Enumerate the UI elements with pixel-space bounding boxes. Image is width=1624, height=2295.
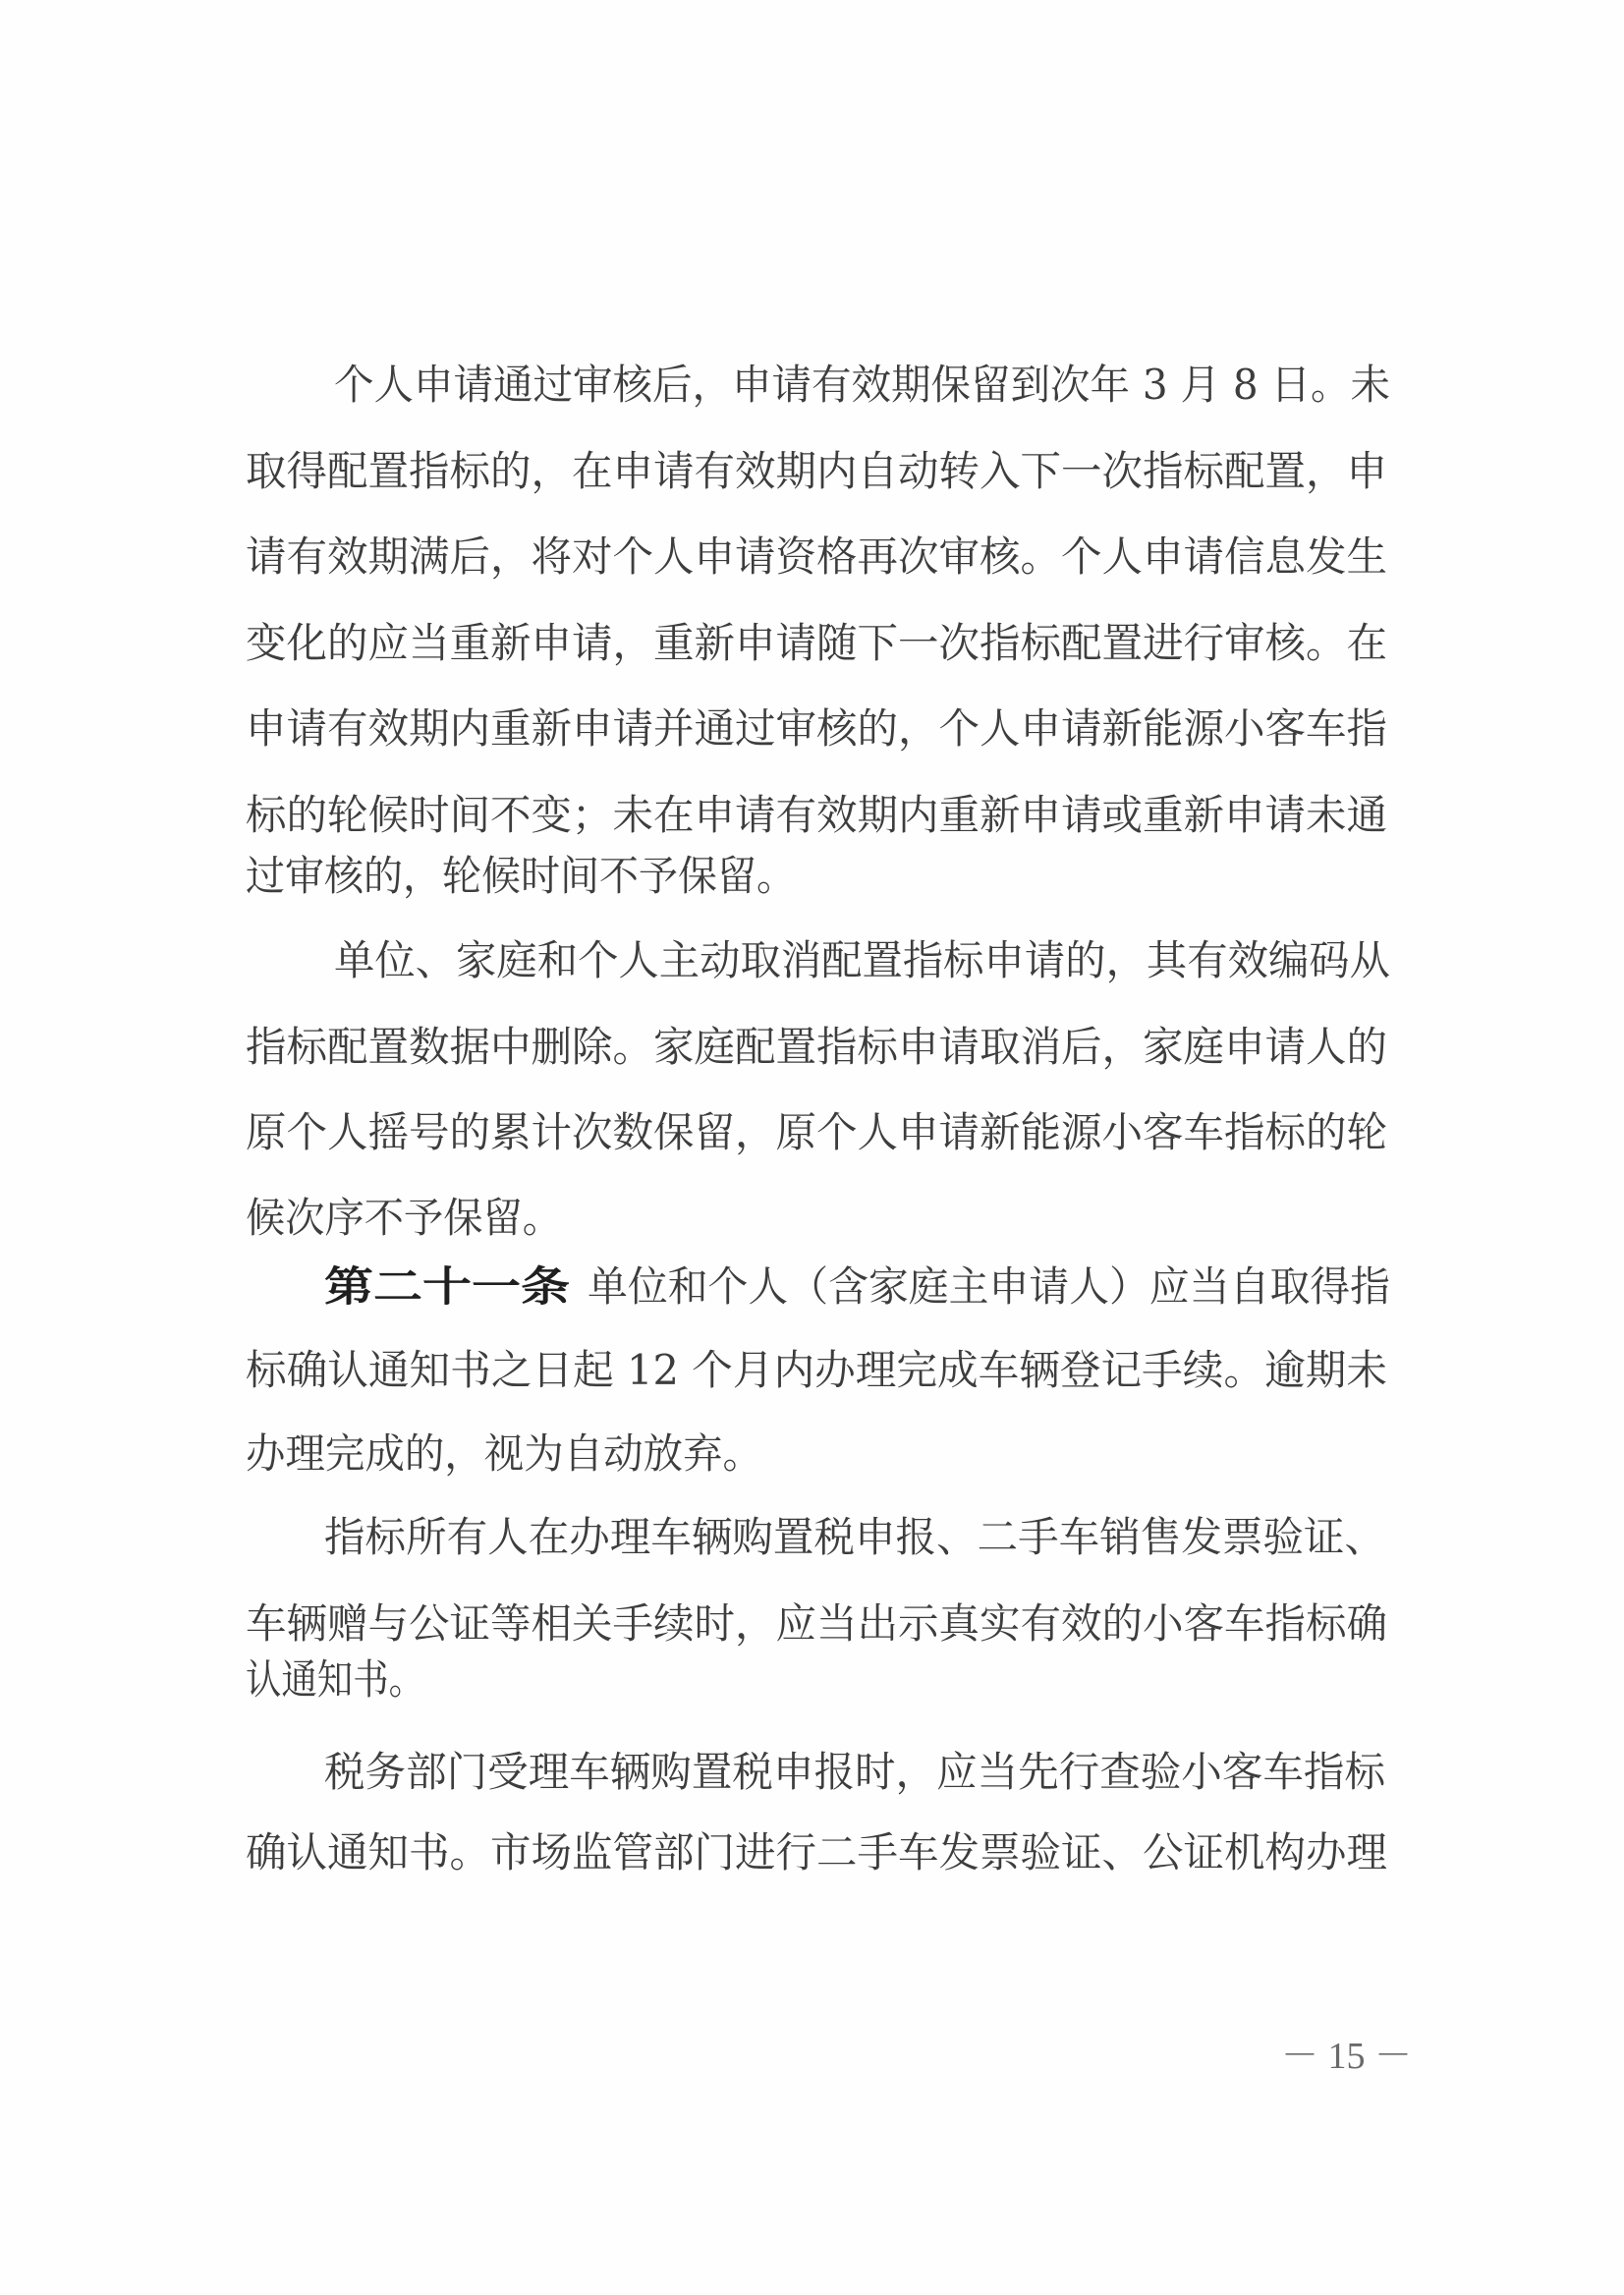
line-text: 过审核的，轮候时间不予保留。 xyxy=(246,852,796,900)
paragraph-line xyxy=(246,847,823,906)
line-text: 确认通知书。市场监管部门进行二手车发票验证、公证机构办理 xyxy=(246,1828,1387,1876)
line-text: 变化的应当重新申请，重新申请随下一次指标配置进行审核。在 xyxy=(246,619,1387,667)
line-text: 单位和个人（含家庭主申请人）应当自取得指 xyxy=(588,1262,1390,1311)
paragraph-line xyxy=(246,1425,782,1483)
paragraph-line xyxy=(246,1018,1401,1077)
paragraph-line xyxy=(246,1823,1401,1882)
paragraph-line xyxy=(246,700,1401,758)
line-text: 取得配置指标的，在申请有效期内自动转入下一次指标配置，申 xyxy=(246,447,1387,495)
paragraph-line xyxy=(334,931,1407,990)
paragraph-line xyxy=(334,356,1429,415)
line-text: 指标配置数据中删除。家庭配置指标申请取消后，家庭申请人的 xyxy=(246,1023,1387,1071)
line-text: 认通知书。 xyxy=(246,1655,424,1704)
line-text: 标的轮候时间不变；未在申请有效期内重新申请或重新申请未通 xyxy=(246,791,1387,839)
paragraph-line xyxy=(246,528,1401,587)
paragraph-line xyxy=(588,1258,1413,1316)
line-text: 税务部门受理车辆购置税申报时，应当先行查验小客车指标 xyxy=(324,1748,1385,1796)
paragraph-line xyxy=(246,442,1401,501)
line-text: 申请有效期内重新申请并通过审核的，个人申请新能源小客车指 xyxy=(246,704,1387,753)
line-text: 办理完成的，视为自动放弃。 xyxy=(246,1429,762,1478)
paragraph-line xyxy=(246,1341,1397,1400)
line-text: 候次序不予保留。 xyxy=(246,1194,562,1242)
line-text: 个人申请通过审核后，申请有效期保留到次年 3 月 8 日。未 xyxy=(334,361,1390,409)
paragraph-line xyxy=(246,1103,1401,1162)
line-text: 单位、家庭和个人主动取消配置指标申请的，其有效编码从 xyxy=(334,936,1390,984)
line-text: 请有效期满后，将对个人申请资格再次审核。个人申请信息发生 xyxy=(246,532,1387,581)
line-text: 车辆赠与公证等相关手续时，应当出示真实有效的小客车指标确 xyxy=(246,1599,1387,1648)
paragraph-line xyxy=(246,1189,576,1248)
page-number: － 15 － xyxy=(1281,2036,1413,2077)
paragraph-line xyxy=(246,614,1401,673)
line-text: 指标所有人在办理车辆购置税申报、二手车销售发票验证、 xyxy=(324,1513,1385,1561)
paragraph-line xyxy=(324,1508,1397,1567)
paragraph-line xyxy=(246,1595,1401,1653)
paragraph-line xyxy=(246,1651,452,1709)
line-text: 标确认通知书之日起 12 个月内办理完成车辆登记手续。逾期未 xyxy=(246,1346,1387,1394)
paragraph-line xyxy=(324,1258,570,1316)
line-text: 原个人摇号的累计次数保留，原个人申请新能源小客车指标的轮 xyxy=(246,1108,1387,1156)
article-title: 第二十一条 xyxy=(324,1262,570,1311)
paragraph-line xyxy=(324,1743,1397,1802)
paragraph-line xyxy=(246,786,1401,845)
